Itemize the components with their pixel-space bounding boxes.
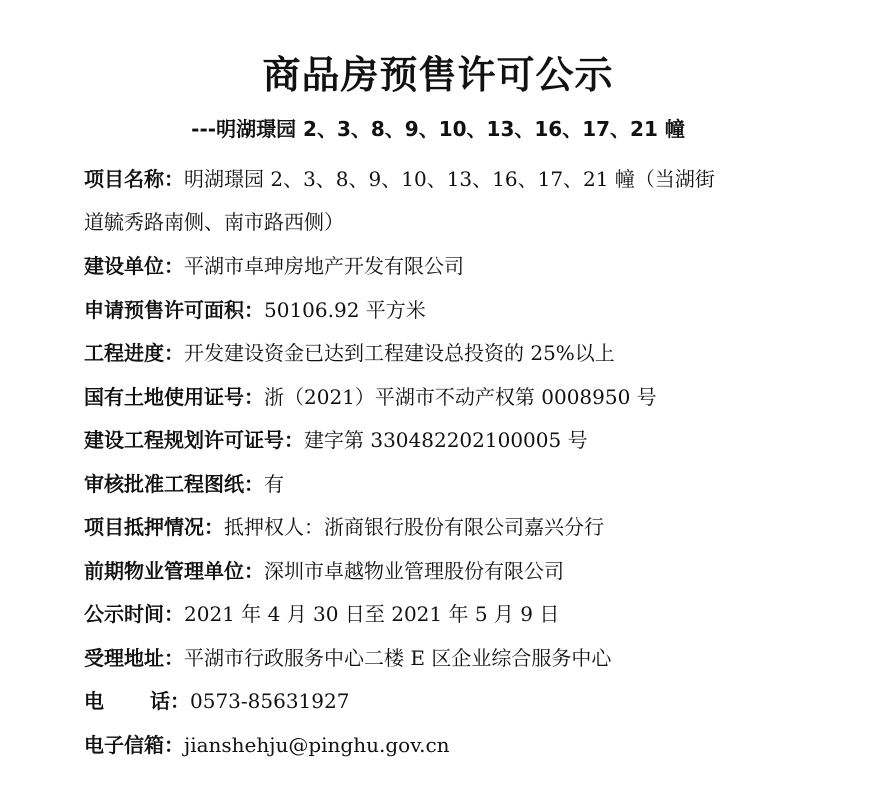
field-value: 0573-85631927 xyxy=(190,689,350,713)
field-project-name xyxy=(84,164,804,194)
field-label: 项目抵押情况： xyxy=(84,515,224,539)
field-label: 前期物业管理单位： xyxy=(84,559,264,583)
field-label: 建设单位： xyxy=(84,254,184,278)
field-progress xyxy=(84,338,804,368)
field-label: 项目名称： xyxy=(84,167,184,191)
field-label: 工程进度： xyxy=(84,341,184,365)
field-property-management xyxy=(84,556,804,586)
field-approved-drawings xyxy=(84,469,804,499)
field-presale-area xyxy=(84,295,804,325)
field-label: 电子信箱： xyxy=(84,733,184,757)
field-label: 受理地址： xyxy=(84,646,184,670)
field-developer xyxy=(84,251,804,281)
field-value: 深圳市卓越物业管理股份有限公司 xyxy=(264,559,564,583)
field-label: 国有土地使用证号： xyxy=(84,385,264,409)
field-label: 公示时间： xyxy=(84,602,184,626)
field-label-part: 电 xyxy=(84,689,104,713)
field-value: 道毓秀路南侧、南市路西侧） xyxy=(84,210,344,234)
field-value: 有 xyxy=(264,472,284,496)
field-label: 建设工程规划许可证号： xyxy=(84,428,304,452)
field-value: 明湖璟园 2、3、8、9、10、13、16、17、21 幢（当湖街 xyxy=(184,167,715,191)
field-telephone xyxy=(84,686,804,716)
field-land-certificate xyxy=(84,382,804,412)
field-value: 浙（2021）平湖市不动产权第 0008950 号 xyxy=(264,385,657,409)
field-value: 平湖市行政服务中心二楼 E 区企业综合服务中心 xyxy=(184,646,612,670)
field-planning-permit xyxy=(84,425,804,455)
field-label: 申请预售许可面积： xyxy=(84,298,264,322)
field-email xyxy=(84,730,804,760)
field-publicity-period xyxy=(84,599,804,629)
field-value: 平湖市卓珅房地产开发有限公司 xyxy=(184,254,464,278)
field-address xyxy=(84,643,804,673)
field-value: 50106.92 平方米 xyxy=(264,298,426,322)
field-value: jianshehju@pinghu.gov.cn xyxy=(184,733,450,757)
field-mortgage xyxy=(84,512,804,542)
field-value: 建字第 330482202100005 号 xyxy=(304,428,588,452)
field-value: 抵押权人：浙商银行股份有限公司嘉兴分行 xyxy=(224,515,604,539)
notice-subtitle: ---明湖璟园 2、3、8、9、10、13、16、17、21 幢 xyxy=(191,117,685,141)
field-label: 审核批准工程图纸： xyxy=(84,472,264,496)
notice-title: 商品房预售许可公示 xyxy=(262,53,614,97)
field-value: 开发建设资金已达到工程建设总投资的 25%以上 xyxy=(184,341,615,365)
field-value: 2021 年 4 月 30 日至 2021 年 5 月 9 日 xyxy=(184,602,560,626)
field-project-name-continued xyxy=(84,207,804,237)
field-label-part: 话： xyxy=(150,689,190,713)
